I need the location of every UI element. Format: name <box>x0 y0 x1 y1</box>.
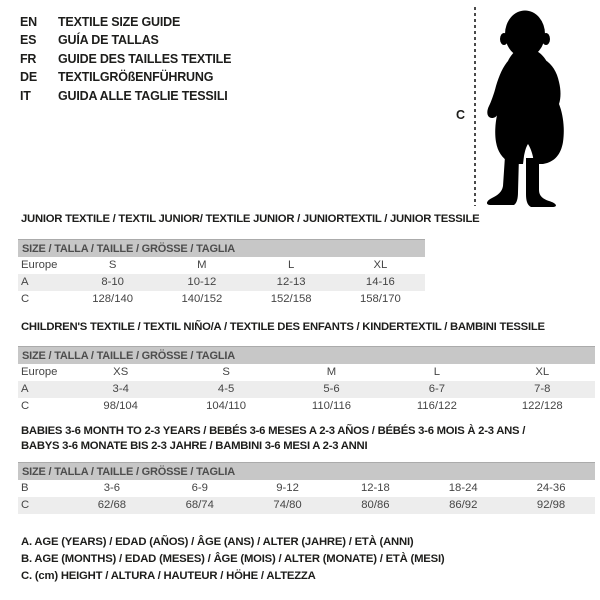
cell: XS <box>113 366 129 378</box>
cell: 12-18 <box>360 482 390 494</box>
guide-title-de: TEXTILGRÖßENFÜHRUNG <box>58 70 214 85</box>
cell: 6-9 <box>191 482 208 494</box>
language-row-it <box>20 87 231 105</box>
table-row-height <box>18 398 595 415</box>
cell: 86/92 <box>449 499 478 511</box>
cell: 128/140 <box>92 293 134 305</box>
row-label: Europe <box>21 259 58 271</box>
cell: 116/122 <box>416 400 457 412</box>
legend-notes <box>21 534 444 586</box>
size-header-row <box>18 463 595 481</box>
cell: 74/80 <box>273 499 302 511</box>
cell: 110/116 <box>311 400 352 412</box>
babies-size-table <box>18 462 595 514</box>
cell: 3-4 <box>112 383 129 395</box>
row-label: B <box>21 482 29 494</box>
row-label: C <box>21 499 30 511</box>
cell: L <box>433 366 441 378</box>
cell: XL <box>535 366 550 378</box>
table-row-europe <box>18 257 425 274</box>
table-row-height <box>18 291 425 308</box>
language-code: ES <box>20 33 37 48</box>
cell: 104/110 <box>206 400 247 412</box>
cell: 10-12 <box>187 276 217 288</box>
row-label: C <box>21 400 30 412</box>
language-row-es <box>20 31 231 49</box>
cell: S <box>222 366 230 378</box>
cell: 14-16 <box>365 276 395 288</box>
cell: 80/86 <box>361 499 390 511</box>
guide-title-es: GUÍA DE TALLAS <box>58 33 159 48</box>
guide-title-en: TEXTILE SIZE GUIDE <box>58 15 181 29</box>
cell: M <box>326 366 337 378</box>
language-code: IT <box>20 88 31 103</box>
language-list <box>20 13 231 105</box>
table-row-age <box>18 274 425 291</box>
note-height-cm: C. (cm) HEIGHT / ALTURA / HAUTEUR / HÖHE / ALTEZZA <box>21 570 316 583</box>
row-label: Europe <box>21 366 58 378</box>
language-row-en <box>20 13 231 31</box>
table-row-height <box>18 497 595 514</box>
babies-section-title <box>21 424 525 454</box>
guide-title-it: GUIDA ALLE TAGLIE TESSILI <box>58 88 228 103</box>
language-code: EN <box>20 15 37 29</box>
cell: 98/104 <box>103 400 138 412</box>
cell: XL <box>373 259 388 271</box>
cell: 152/158 <box>270 293 312 305</box>
baby-silhouette-icon <box>481 6 579 208</box>
table-row-age <box>18 381 595 398</box>
cell: 8-10 <box>101 276 124 288</box>
language-row-fr <box>20 50 231 68</box>
cell: 24-36 <box>536 482 566 494</box>
cell: S <box>108 259 117 271</box>
row-label: A <box>21 383 29 395</box>
language-code: DE <box>20 70 37 85</box>
cell: L <box>287 259 295 271</box>
table-row-age-months <box>18 480 595 497</box>
cell: 12-13 <box>276 276 306 288</box>
babies-title-line1: BABIES 3-6 MONTH TO 2-3 YEARS / BEBÉS 3-6 MESES A 2-3 AÑOS / BÉBÉS 3-6 MOIS À 2-3 ANS / <box>21 425 526 437</box>
height-measure-label: C <box>456 108 466 122</box>
cell: 122/128 <box>521 400 563 412</box>
babies-title-line2: BABYS 3-6 MONATE BIS 2-3 JAHRE / BAMBINI 3-6 MESI A 2-3 ANNI <box>21 440 368 452</box>
cell: 92/98 <box>536 499 566 511</box>
row-label: C <box>21 293 30 305</box>
language-row-de <box>20 68 231 86</box>
cell: 18-24 <box>448 482 478 494</box>
junior-size-table <box>18 239 425 308</box>
children-section-title: CHILDREN'S TEXTILE / TEXTIL NIÑO/A / TEXTILE DES ENFANTS / KINDERTEXTIL / BAMBINI TESSILE <box>21 321 545 333</box>
note-age-months: B. AGE (MONTHS) / EDAD (MESES) / ÂGE (MOIS) / ALTER (MONATE) / ETÀ (MESI) <box>21 553 445 566</box>
cell: 3-6 <box>103 482 121 494</box>
note-age-years: A. AGE (YEARS) / EDAD (AÑOS) / ÂGE (ANS) / ALTER (JAHRE) / ETÀ (ANNI) <box>21 536 414 548</box>
guide-title-fr: GUIDE DES TAILLES TEXTILE <box>58 51 232 66</box>
children-size-table <box>18 346 595 415</box>
height-measure-dashed-line <box>474 7 476 206</box>
size-header-row <box>18 347 595 365</box>
cell: 5-6 <box>323 383 340 395</box>
cell: 140/152 <box>181 293 223 305</box>
cell: M <box>197 259 207 271</box>
cell: 158/170 <box>359 293 401 305</box>
size-header-row <box>18 240 425 258</box>
size-header: SIZE / TALLA / TAILLE / GRÖSSE / TAGLIA <box>18 463 595 481</box>
language-code: FR <box>20 51 37 66</box>
cell: 62/68 <box>97 499 127 511</box>
size-header: SIZE / TALLA / TAILLE / GRÖSSE / TAGLIA <box>18 240 425 258</box>
junior-section-title: JUNIOR TEXTILE / TEXTIL JUNIOR/ TEXTILE JUNIOR / JUNIORTEXTIL / JUNIOR TESSILE <box>21 213 480 225</box>
cell: 6-7 <box>428 383 446 395</box>
cell: 4-5 <box>217 383 235 395</box>
cell: 9-12 <box>276 482 299 494</box>
row-label: A <box>21 276 29 288</box>
cell: 7-8 <box>534 383 551 395</box>
table-row-europe <box>18 364 595 381</box>
cell: 68/74 <box>185 499 214 511</box>
size-header: SIZE / TALLA / TAILLE / GRÖSSE / TAGLIA <box>18 347 595 365</box>
